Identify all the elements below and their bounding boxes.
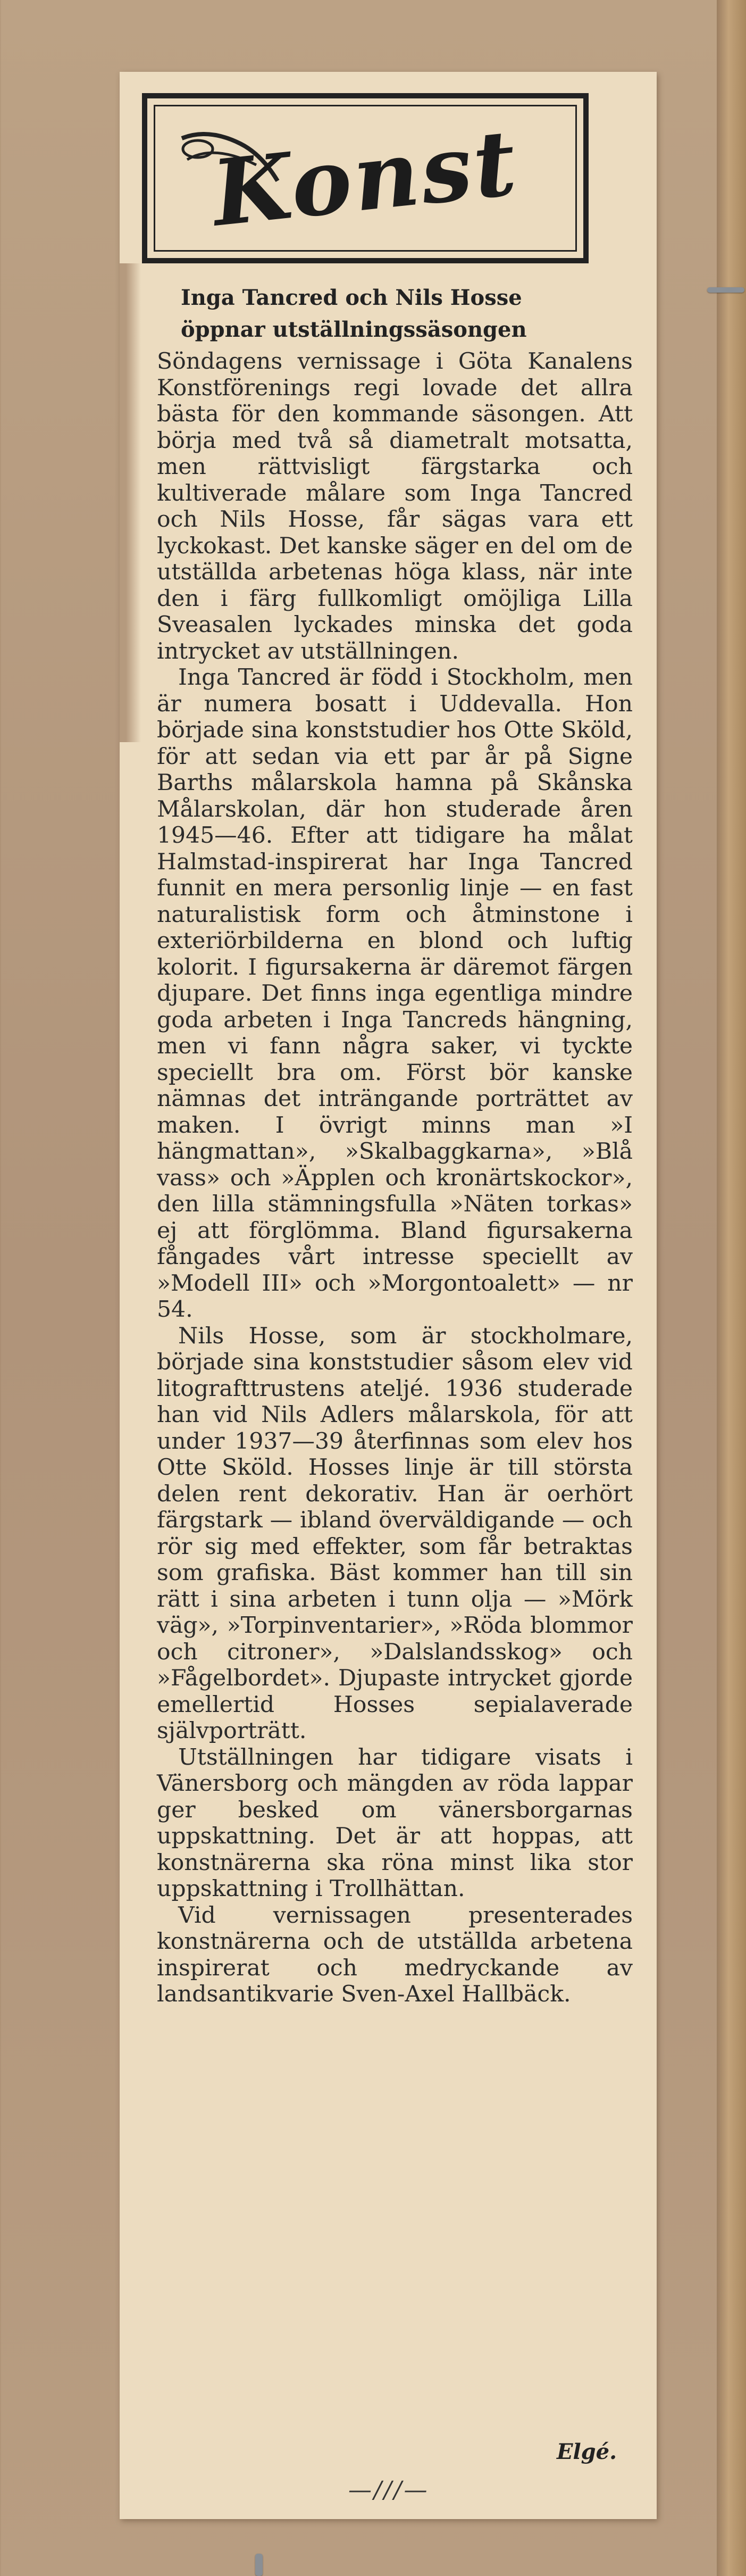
paragraph: Utställningen har tidigare visats i Vänersborg och mängden av röda lappar ger besked om vänersborgarnas uppskattning. Det är att hoppas, att konstnärerna ska röna minst lika stor uppskattning i Trollhättan. [157,1744,633,1902]
newspaper-clipping [120,72,657,2519]
pin-icon [707,287,744,293]
paragraph: Nils Hosse, som är stockholmare, började sina konststudier såsom elev vid litografttrustens ateljé. 1936 studerade han vid Nils Adlers målarskola, för att under 1937—39 återfinnas som elev hos Otte Sköld. Hosses linje är till största delen rent dekorativ. Han är oerhört färgstark — ibland överväldigande — och rör sig med effekter, som får betraktas som grafiska. Bäst kommer han till sin rätt i sina arbeten i tunn olja — »Mörk väg», »Torpinventarier», »Röda blommor och citroner», »Dalslandsskog» och »Fågelbordet». Djupaste intrycket gjorde emellertid Hosses sepialaverade självporträtt. [157,1323,633,1744]
masthead [142,93,589,263]
paragraph: Vid vernissagen presenterades konstnärerna och de utställda arbetena inspirerat och medryckande av landsantikvarie Sven-Axel Hallbäck. [157,1902,633,2007]
masthead-title: Konst [207,109,523,247]
cardboard-edge [717,0,746,2576]
pin-icon [255,2554,263,2576]
headline-line-1: Inga Tancred och Nils Hosse [181,285,522,310]
paragraph: Söndagens vernissage i Göta Kanalens Konstförenings regi lovade det allra bästa för den kommande säsongen. Att börja med två så diametralt motsatta, men rättvisligt färgstarka och kultiverade målare som Inga Tancred och Nils Hosse, får sägas vara ett lyckokast. Det kanske säger en del om de utställda arbetenas höga klass, när inte den i färg fullkomligt omöjliga Lilla Sveasalen lyckades minska det goda intrycket av utställningen. [157,348,633,664]
article-headline [181,282,638,346]
paragraph: Inga Tancred är född i Stockholm, men är numera bosatt i Uddevalla. Hon började sina konststudier hos Otte Sköld, för att sedan via ett par år på Signe Barths målarskola hamna på Skånska Målarskolan, där hon studerade åren 1945—46. Efter att tidigare ha målat Halmstad-inspirerat har Inga Tancred funnit en mera personlig linje — en fast naturalistisk form och åtminstone i exteriörbilderna en blond och luftig kolorit. I figursakerna är däremot färgen djupare. Det finns inga egentliga mindre goda arbeten i Inga Tancreds hängning, men vi fann några saker, vi tyckte speciellt bra om. Först bör kanske nämnas det inträngande porträttet av maken. I övrigt minns man »I hängmattan», »Skalbaggkarna», »Blå vass» och »Äpplen och kronärtskockor», den lilla stämningsfulla »Näten torkas» ej att förglömma. Bland figursakerna fångades vårt intresse speciellt av »Modell III» och »Morgontoalett» — nr 54. [157,664,633,1323]
torn-edge [120,263,141,742]
headline-line-2: öppnar utställningssäsongen [181,317,527,342]
author-signature: Elgé. [556,2439,617,2464]
article-body [157,348,633,2008]
end-mark: —///— [348,2477,430,2504]
